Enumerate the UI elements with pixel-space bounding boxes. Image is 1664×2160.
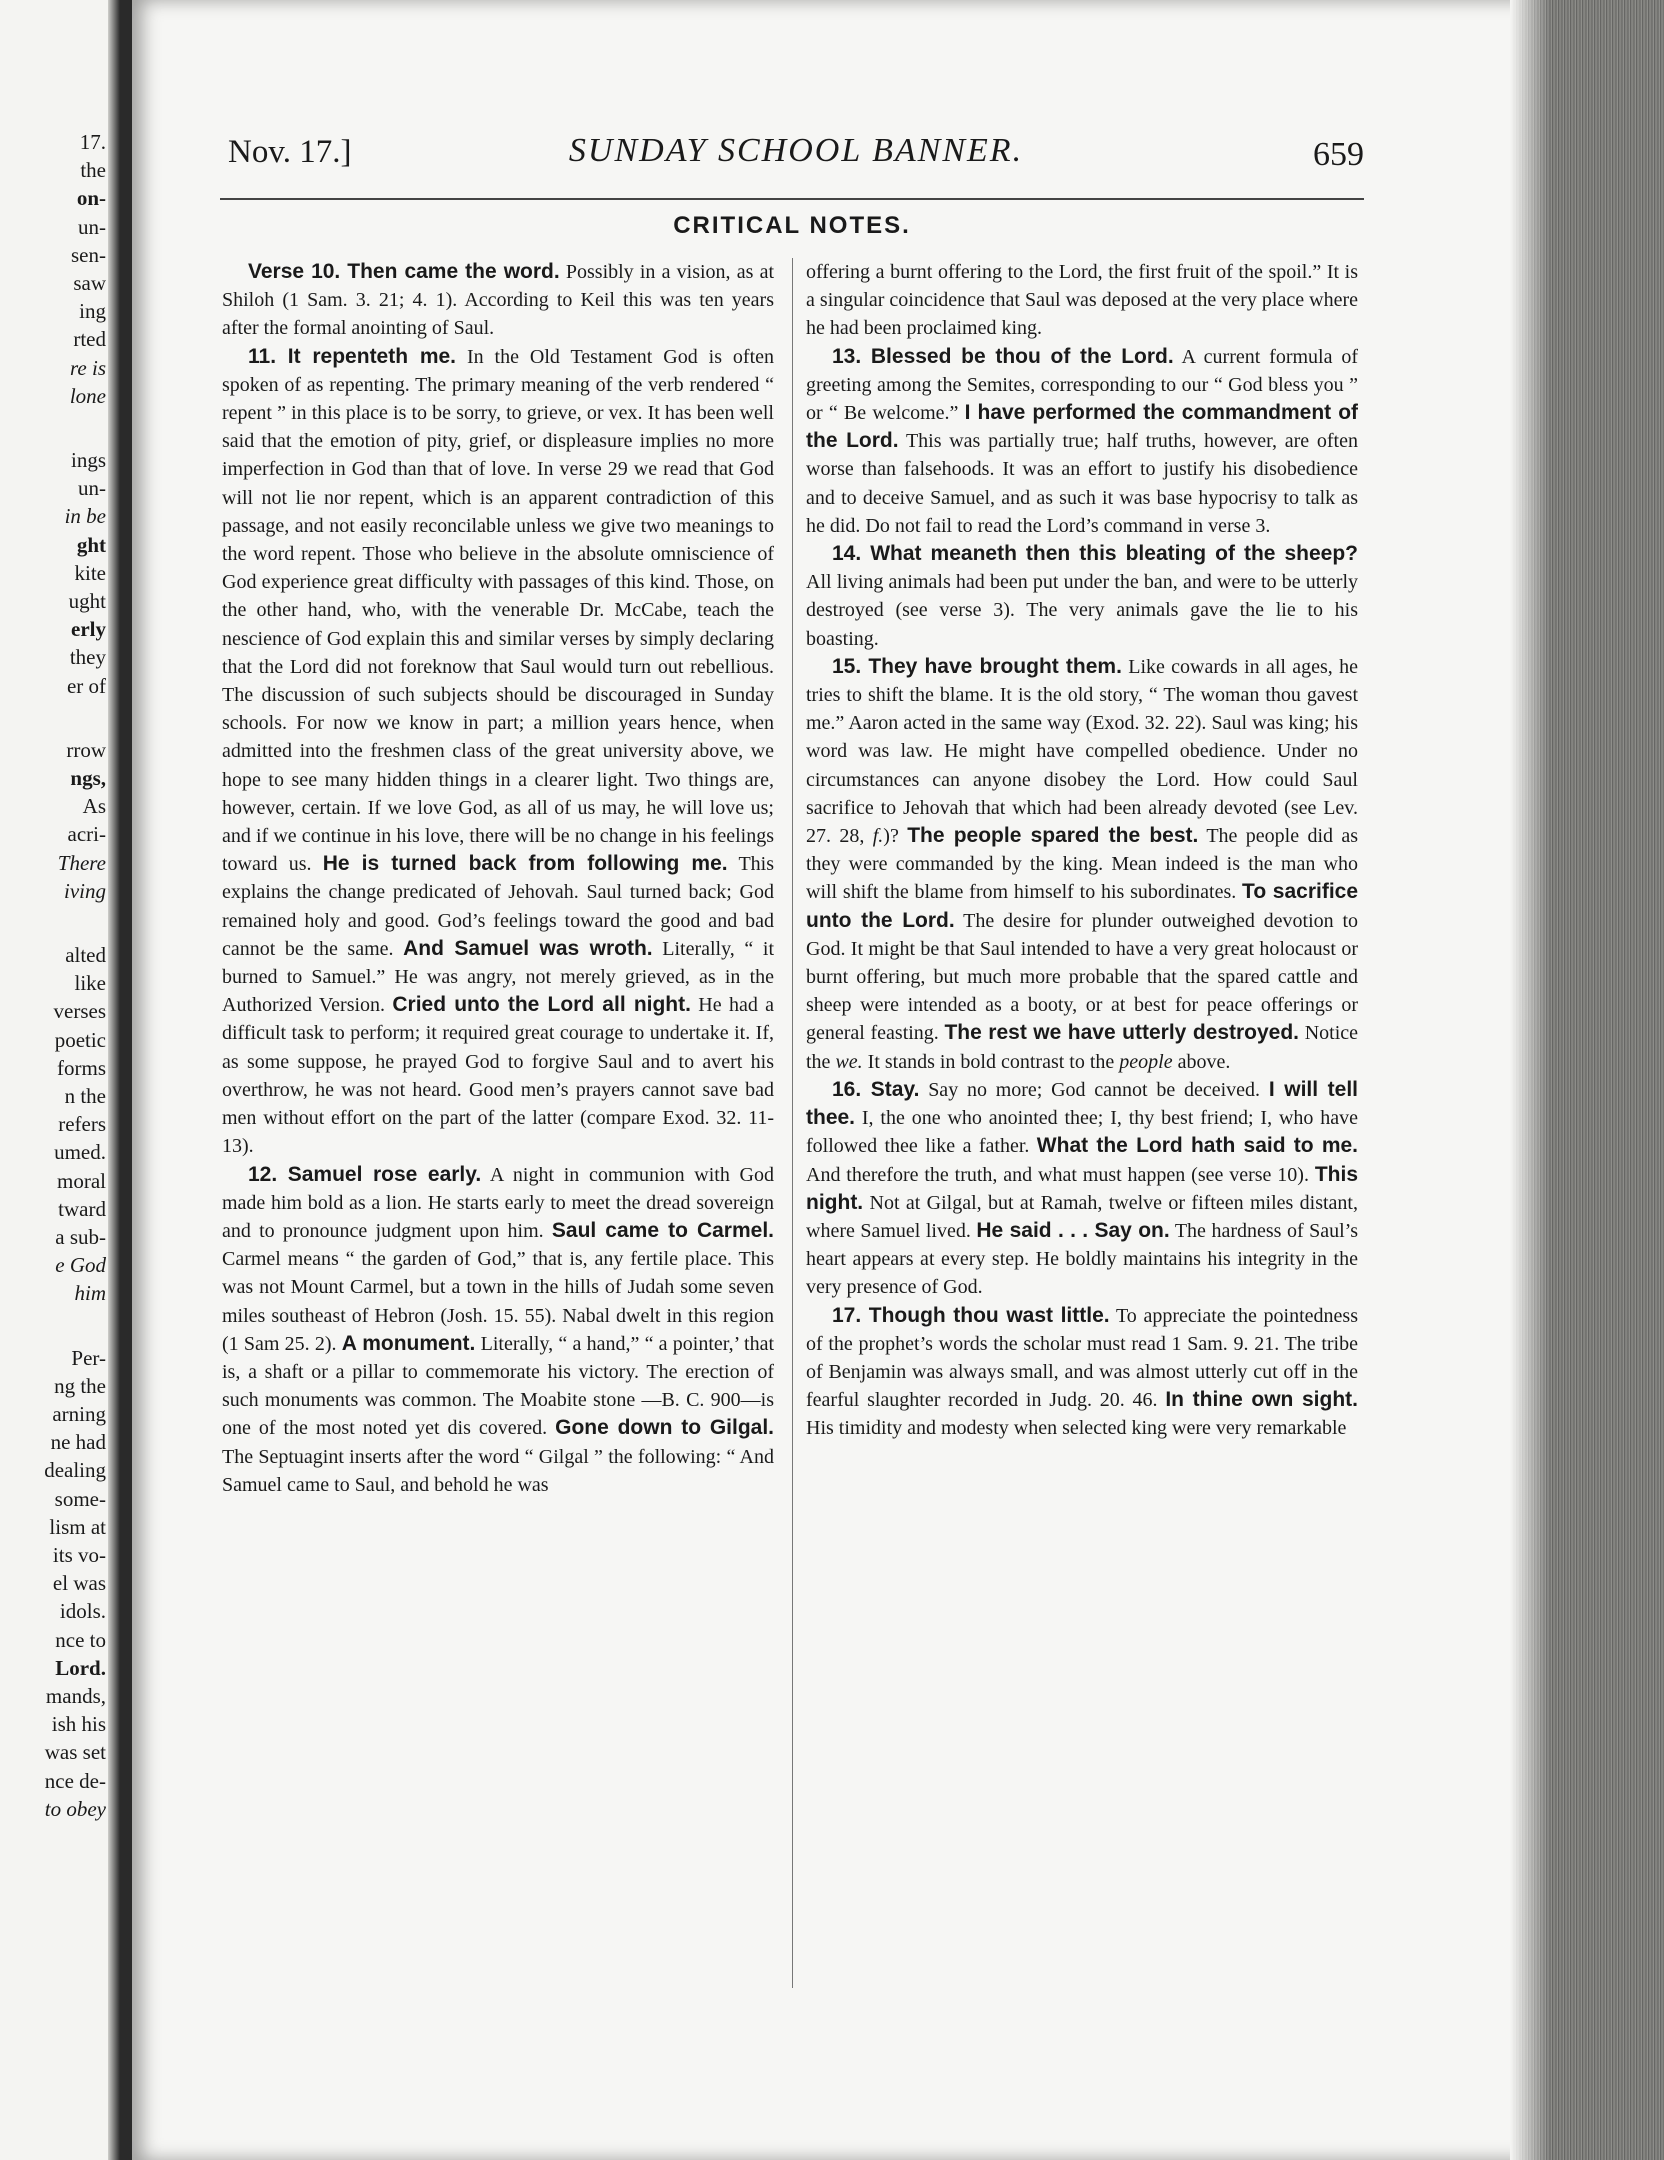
facing-page-fragment: kite — [74, 560, 106, 585]
header-title: SUNDAY SCHOOL BANNER. — [568, 132, 1024, 169]
facing-page-fragment: lism at — [49, 1514, 106, 1539]
note-text: Say no more; God cannot be deceived. — [928, 1078, 1261, 1101]
note-text: The hardness of Saul’s heart appears at every step. He boldly maintains his integrity in the very presence of God. — [806, 1219, 1358, 1299]
facing-page-fragment: el was — [52, 1571, 106, 1596]
column-left — [222, 258, 774, 2008]
facing-page-fragment: ish his — [51, 1712, 106, 1737]
facing-page-fragment: arning — [52, 1402, 106, 1426]
facing-page-fragment: ngs, — [70, 766, 106, 790]
note-verse-17 — [806, 1302, 1358, 1443]
facing-page-fragment: acri- — [67, 822, 106, 847]
facing-page-fragment: to obey — [44, 1796, 106, 1821]
note-heading: What the Lord hath said to me. — [1036, 1134, 1358, 1158]
note-verse-13 — [806, 343, 1358, 540]
note-text: His timidity and modesty when selected king were very remarkable — [806, 1417, 1347, 1440]
note-heading: Gone down to Gilgal. — [555, 1416, 774, 1440]
book-gutter — [108, 0, 120, 2160]
note-heading: A monument. — [341, 1331, 476, 1355]
facing-page-fragment: nce to — [55, 1627, 106, 1652]
note-text: To appreciate the pointedness of the prophet’s words the scholar must read 1 Sam. 9. 21. The tribe of Benjamin was always small, and was almost utterly cut off in the fearful slaughter recorded in Judg. 20. 46. — [806, 1304, 1358, 1412]
note-heading: I will tell thee. — [806, 1077, 1358, 1130]
note-text: The people did as they were commanded by the king. Mean indeed is the man who will shift the blame from himself to his subordinates. — [806, 825, 1358, 904]
column-divider — [792, 258, 793, 1988]
facing-page-fragment: on- — [76, 186, 106, 211]
facing-page-fragment: him — [74, 1281, 106, 1306]
facing-page-fragment: 17. — [79, 130, 106, 154]
facing-page-fragment: a sub- — [55, 1225, 106, 1249]
note-continuation — [806, 258, 1358, 343]
facing-page-fragment: er of — [66, 673, 106, 698]
note-text: Literally, “ it burned to Samuel.” He was angry, not merely grieved, as in the Authorized Version. — [222, 937, 774, 1017]
note-text: This was partially true; half truths, however, are often worse than falsehoods. It was an effort to justify his disobedience and to deceive Samuel, and as such it was base hypocrisy to talk as he did. Do not fail to read the Lord’s command in verse 3. — [806, 430, 1358, 537]
note-text: A night in communion with God made him bold as a lion. He starts early to meet the dread sovereign and to pronounce judgment upon him. — [222, 1163, 774, 1242]
facing-page-fragment: saw — [73, 271, 106, 295]
note-verse-14 — [806, 540, 1358, 653]
facing-page-fragment: the — [80, 158, 106, 183]
facing-page-fragment: un- — [78, 476, 106, 501]
note-heading: 12. Samuel rose early. — [248, 1162, 482, 1186]
facing-page-fragment: dealing — [44, 1458, 106, 1483]
note-heading: 16. Stay. — [832, 1077, 920, 1101]
facing-page-fragment: moral — [57, 1168, 106, 1193]
note-italic: f. — [872, 825, 884, 848]
note-text: Literally, “ a hand,” “ a pointer,’ that is, a shaft or a pillar to commemorate his victory. The erection of such monuments was common. The Moabite stone —B. C. 900—is one of the most noted yet dis covered. — [222, 1332, 774, 1440]
note-text: )? — [883, 825, 899, 848]
note-heading: He is turned back from following me. — [322, 852, 728, 876]
note-heading: 17. Though thou wast little. — [832, 1303, 1110, 1327]
note-heading: Cried unto the Lord all night. — [392, 993, 691, 1017]
note-text: above. — [1177, 1050, 1231, 1073]
facing-page-fragment: ght — [76, 532, 106, 557]
note-verse-15 — [806, 653, 1358, 1076]
facing-page-fragment: ng the — [54, 1373, 106, 1398]
note-heading: In thine own sight. — [1165, 1388, 1358, 1412]
note-heading: He said . . . Say on. — [976, 1218, 1170, 1242]
note-heading: Verse 10. Then came the word. — [248, 260, 560, 283]
facing-page-fragment: mands, — [45, 1684, 106, 1708]
facing-page-fragment: rrow — [66, 737, 106, 762]
note-heading: I have performed the commandment of the Lord. — [806, 401, 1358, 453]
facing-page-fragment: they — [69, 645, 106, 670]
header-rule — [220, 198, 1364, 200]
note-heading: 14. What meaneth then this bleating of the sheep? — [832, 542, 1358, 566]
note-heading: The people spared the best. — [907, 824, 1199, 848]
note-text: He had a difficult task to perform; it required great courage to undertake it. If, as some suppose, he prayed God to forgive Saul and to avert his overthrow, he was not heard. Good men’s prayers cannot save bad men without effort on the part of the latter (compare Exod. 32. 11-13). — [222, 994, 774, 1158]
note-verse-16 — [806, 1076, 1358, 1302]
note-text: I, the one who anointed thee; I, thy best friend; I, who have followed thee like a father. — [806, 1107, 1358, 1158]
note-verse-10 — [222, 258, 774, 343]
facing-page-fragment: re is — [70, 355, 106, 380]
section-title: CRITICAL NOTES. — [673, 212, 911, 239]
note-heading: And Samuel was wroth. — [403, 936, 653, 960]
note-heading: 13. Blessed be thou of the Lord. — [832, 344, 1174, 368]
note-text: And therefore the truth, and what must happen (see verse 10). — [806, 1163, 1309, 1186]
header-date: Nov. 17.] — [228, 134, 352, 170]
note-heading: The rest we have utterly destroyed. — [944, 1021, 1300, 1045]
facing-page-fragment: some- — [54, 1486, 106, 1511]
page-edges — [1510, 0, 1664, 2160]
note-text: A current formula of greeting among the Semites, corresponding to our “ God bless you ” or “ Be welcome.” — [806, 345, 1358, 425]
note-heading: To sacrifice unto the Lord. — [806, 880, 1358, 932]
note-text: The Septuagint inserts after the word “ Gilgal ” the following: “ And Samuel came to Saul, and behold he was — [222, 1445, 774, 1496]
note-text: Like cowards in all ages, he tries to shift the blame. It is the old story, “ The woman thou gavest me.” Aaron acted in the same way (Exod. 32. 22). Saul was king; his word was law. He might have compelled obedience. Under no circumstances can anyone disobey the Lord. How could Saul sacrifice to Jehovah that which had been already devoted (see Lev. 27. 28, — [806, 655, 1358, 848]
note-text: Not at Gilgal, but at Ramah, twelve or fifteen miles distant, where Samuel lived. — [806, 1191, 1358, 1242]
facing-page-fragment: There — [57, 850, 106, 875]
facing-page-fragment: sen- — [71, 242, 106, 267]
note-heading: This night. — [806, 1162, 1358, 1214]
column-right — [806, 258, 1358, 2008]
facing-page-fragment: Per- — [71, 1345, 106, 1370]
facing-page-fragment: iving — [64, 878, 106, 903]
note-text: This explains the change predicated of Jehovah. Saul turned back; God remained holy and good. God’s feelings toward the good and bad cannot be the same. — [222, 853, 774, 960]
facing-page-fragment: ne had — [50, 1430, 106, 1455]
facing-page-fragment: n the — [64, 1084, 106, 1108]
note-italic: people — [1119, 1050, 1173, 1073]
facing-page-edge — [0, 0, 120, 2160]
note-text: The desire for plunder outweighed devotion to God. It might be that Saul intended to have a very great holocaust or burnt offering, but much more probable that the spared cattle and sheep were intended as a booty, or at best for peace offerings or general feasting. — [806, 909, 1358, 1045]
facing-page-fragment: was set — [44, 1740, 106, 1765]
facing-page-fragment: forms — [57, 1055, 106, 1080]
note-text: Notice the — [806, 1022, 1358, 1073]
facing-page-fragment: refers — [58, 1112, 106, 1137]
page-number: 659 — [1313, 136, 1364, 173]
facing-page-fragment: nce de- — [44, 1768, 106, 1793]
note-text: Possibly in a vision, as at Shiloh (1 Sam. 3. 21; 4. 1). According to Keil this was ten years after the formal anointing of Saul. — [222, 261, 774, 340]
running-header — [228, 128, 1364, 182]
facing-page-fragment: in be — [64, 504, 106, 529]
note-heading: Saul came to Carmel. — [551, 1218, 774, 1242]
note-text: Carmel means “ the garden of God,” that is, any fertile place. This was not Mount Carmel, but a town in the hills of Judah some seven miles southeast of Hebron (Josh. 15. 55). Nabal dwelt in this region (1 Sam 25. 2). — [222, 1248, 774, 1355]
note-verse-12 — [222, 1161, 774, 1499]
facing-page-fragment: rted — [73, 327, 106, 352]
facing-page-fragment: its vo- — [52, 1543, 106, 1567]
facing-page-fragment: idols. — [59, 1599, 106, 1624]
facing-page-fragment: e God — [55, 1253, 106, 1278]
facing-page-fragment: verses — [53, 999, 106, 1024]
note-italic: we. — [835, 1050, 863, 1073]
facing-page-fragment: alted — [65, 943, 106, 967]
note-text: All living animals had been put under the ban, and were to be utterly destroyed (see verse 3). The very animals gave the lie to his boasting. — [806, 571, 1358, 650]
facing-page-fragment: lone — [69, 383, 106, 408]
facing-page-fragment: ings — [70, 448, 106, 472]
note-text: It stands in bold contrast to the — [867, 1050, 1115, 1073]
note-verse-11 — [222, 343, 774, 1161]
facing-page-fragment: poetic — [54, 1027, 106, 1052]
facing-page-fragment: erly — [71, 617, 106, 642]
note-text: In the Old Testament God is often spoken of as repenting. The primary meaning of the verb rendered “ repent ” in this place is to be sorry, to grieve, or vex. It has been well said that the emotion of pity, grief, or displeasure implies no more imperfection in God than that of love. In verse 29 we read that God will not lie nor repent, which is an apparent contradiction of this passage, and not easily reconcilable unless we give two meanings to the word repent. Those who believe in the absolute omniscience of God experience great difficulty with passages of this kind. Those, on the other hand, who, with the venerable Dr. McCabe, teach the nescience of God explain this and similar verses by simply declaring that the Lord did not foreknow that Saul would turn out rebellious. The discussion of such subjects should be discouraged in Sunday schools. For now we know in part; a million years hence, when admitted into the freshmen class of the great university above, we hope to see many hidden things in a clearer light. Two things are, however, certain. If we love God, as all of us may, he will love us; and if we continue in his love, there will be no change in his feelings toward us. — [222, 345, 774, 876]
facing-page-fragment: tward — [58, 1196, 106, 1221]
facing-page-fragment: As — [82, 794, 106, 819]
note-text: offering a burnt offering to the Lord, the first fruit of the spoil.” It is a singular coincidence that Saul was deposed at the very place where he had been proclaimed king. — [806, 261, 1358, 340]
facing-page-fragment: Lord. — [55, 1655, 106, 1680]
note-heading: 11. It repenteth me. — [248, 344, 457, 368]
facing-page-fragment: like — [74, 971, 106, 996]
facing-page-fragment: ught — [68, 589, 106, 613]
facing-page-fragment: ing — [79, 299, 106, 324]
facing-page-fragment: un- — [78, 214, 106, 239]
facing-page-fragment: umed. — [54, 1140, 106, 1165]
note-heading: 15. They have brought them. — [832, 654, 1122, 678]
